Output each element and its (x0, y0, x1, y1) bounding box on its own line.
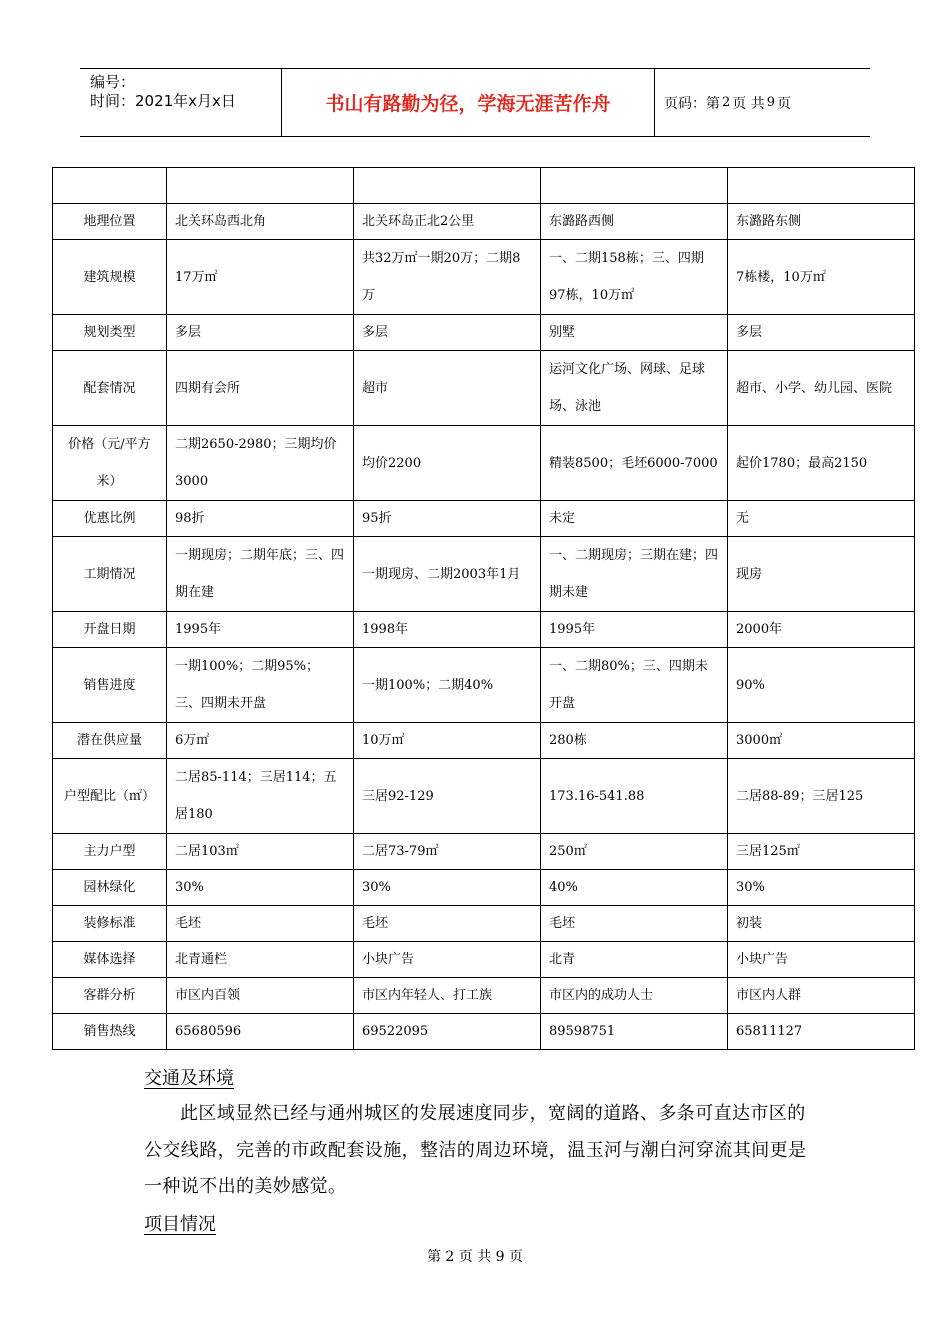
table-cell: 30% (167, 870, 354, 906)
table-cell: 17万㎡ (167, 240, 354, 315)
row-label: 客群分析 (53, 978, 167, 1014)
table-row (53, 759, 915, 834)
table-row (53, 1014, 915, 1050)
page-total: 9 (766, 95, 776, 110)
row-label: 潜在供应量 (53, 723, 167, 759)
table-cell: 多层 (167, 315, 354, 351)
row-label: 建筑规模 (53, 240, 167, 315)
table-cell: 10万㎡ (354, 723, 541, 759)
table-cell: 98折 (167, 501, 354, 537)
table-cell: 东潞路东侧 (728, 204, 915, 240)
page-suffix: 页 (777, 95, 792, 112)
table-cell: 共32万㎡一期20万；二期8万 (354, 240, 541, 315)
table-cell: 毛坯 (354, 906, 541, 942)
table-cell: 89598751 (541, 1014, 728, 1050)
table-cell: 运河文化广场、网球、足球场、泳池 (541, 351, 728, 426)
table-row (53, 942, 915, 978)
table-cell: 69522095 (354, 1014, 541, 1050)
table-cell: 280栋 (541, 723, 728, 759)
table-cell: 30% (354, 870, 541, 906)
table-row (53, 240, 915, 315)
table-cell: 超市 (354, 351, 541, 426)
page-current: 2 (722, 95, 731, 110)
table-row (53, 612, 915, 648)
table-cell: 3000㎡ (728, 723, 915, 759)
table-cell: 1995年 (167, 612, 354, 648)
time-label: 时间：2021年x月x日 (90, 92, 236, 110)
row-label: 优惠比例 (53, 501, 167, 537)
table-row (53, 537, 915, 612)
table-row (53, 204, 915, 240)
table-cell: 二期2650-2980；三期均价3000 (167, 426, 354, 501)
table-cell: 6万㎡ (167, 723, 354, 759)
table-cell: 40% (541, 870, 728, 906)
table-row (53, 906, 915, 942)
number-label: 编号： (90, 73, 136, 91)
table-cell: 现房 (728, 537, 915, 612)
table-cell: 市区内的成功人士 (541, 978, 728, 1014)
section-heading-project: 项目情况 (144, 1214, 216, 1235)
section-paragraph-traffic: 此区域显然已经与通州城区的发展速度同步，宽阔的道路、多条可直达市区的公交线路，完善的市政配套设施，整洁的周边环境，温玉河与潮白河穿流其间更是一种说不出的美妙感觉。 (144, 1103, 807, 1197)
table-cell: 小块广告 (354, 942, 541, 978)
header-meta (90, 73, 236, 111)
table-row (53, 723, 915, 759)
table-cell: 毛坯 (167, 906, 354, 942)
table-cell: 173.16-541.88 (541, 759, 728, 834)
table-row (53, 870, 915, 906)
table-cell: 250㎡ (541, 834, 728, 870)
row-label: 媒体选择 (53, 942, 167, 978)
row-label: 配套情况 (53, 351, 167, 426)
table-cell: 精装8500；毛坯6000-7000 (541, 426, 728, 501)
table-cell: 2000年 (728, 612, 915, 648)
table-cell: 一期现房；二期年底；三、四期在建 (167, 537, 354, 612)
table-cell: 超市、小学、幼儿园、医院 (728, 351, 915, 426)
table-row (53, 501, 915, 537)
table-row (53, 351, 915, 426)
table-header-cell (53, 168, 167, 204)
row-label: 销售热线 (53, 1014, 167, 1050)
table-cell: 毛坯 (541, 906, 728, 942)
row-label: 户型配比（㎡） (53, 759, 167, 834)
table-cell: 一期100%；二期95%；三、四期未开盘 (167, 648, 354, 723)
table-cell: 1995年 (541, 612, 728, 648)
table-cell: 一、二期现房；三期在建；四期未建 (541, 537, 728, 612)
row-label: 装修标准 (53, 906, 167, 942)
table-header-cell (728, 168, 915, 204)
header-page-info (664, 69, 791, 136)
row-label: 园林绿化 (53, 870, 167, 906)
table-cell: 二居88-89；三居125 (728, 759, 915, 834)
table-cell: 7栋楼，10万㎡ (728, 240, 915, 315)
table-cell: 一、二期80%；三、四期未开盘 (541, 648, 728, 723)
row-label: 工期情况 (53, 537, 167, 612)
table-cell: 北青 (541, 942, 728, 978)
table-header-row (53, 168, 915, 204)
table-cell: 95折 (354, 501, 541, 537)
table-cell: 一期现房、二期2003年1月 (354, 537, 541, 612)
table-cell: 市区内百领 (167, 978, 354, 1014)
table-header-cell (354, 168, 541, 204)
table-cell: 1998年 (354, 612, 541, 648)
table-row (53, 834, 915, 870)
row-label: 开盘日期 (53, 612, 167, 648)
table-cell: 一、二期158栋；三、四期97栋，10万㎡ (541, 240, 728, 315)
table-cell: 65680596 (167, 1014, 354, 1050)
table-cell: 90% (728, 648, 915, 723)
row-label: 价格（元/平方米） (53, 426, 167, 501)
table-header-cell (541, 168, 728, 204)
table-cell: 小块广告 (728, 942, 915, 978)
page-prefix: 页码：第 (664, 95, 720, 112)
table-header-cell (167, 168, 354, 204)
table-row (53, 315, 915, 351)
page-footer: 第 2 页 共 9 页 (426, 1249, 524, 1265)
table-row (53, 426, 915, 501)
table-cell: 起价1780；最高2150 (728, 426, 915, 501)
table-row (53, 648, 915, 723)
page-mid: 页 共 (732, 95, 765, 112)
table-cell: 北关环岛西北角 (167, 204, 354, 240)
table-cell: 二居85-114；三居114；五居180 (167, 759, 354, 834)
table-cell: 未定 (541, 501, 728, 537)
table-cell: 四期有会所 (167, 351, 354, 426)
table-cell: 二居103㎡ (167, 834, 354, 870)
header-divider (654, 69, 655, 136)
table-cell: 30% (728, 870, 915, 906)
table-cell: 市区内年轻人、打工族 (354, 978, 541, 1014)
table-row (53, 978, 915, 1014)
table-cell: 东潞路西侧 (541, 204, 728, 240)
row-label: 主力户型 (53, 834, 167, 870)
table-cell: 均价2200 (354, 426, 541, 501)
row-label: 规划类型 (53, 315, 167, 351)
table-cell: 65811127 (728, 1014, 915, 1050)
table-cell: 一期100%；二期40% (354, 648, 541, 723)
table-cell: 北青通栏 (167, 942, 354, 978)
project-comparison-table (52, 167, 915, 1050)
row-label: 销售进度 (53, 648, 167, 723)
table-cell: 多层 (354, 315, 541, 351)
header-motto: 书山有路勤为径，学海无涯苦作舟 (325, 93, 611, 115)
table-cell: 多层 (728, 315, 915, 351)
row-label: 地理位置 (53, 204, 167, 240)
table-cell: 别墅 (541, 315, 728, 351)
table-cell: 北关环岛正北2公里 (354, 204, 541, 240)
document-header (80, 68, 870, 137)
table-cell: 三居92-129 (354, 759, 541, 834)
table-cell: 无 (728, 501, 915, 537)
table-cell: 三居125㎡ (728, 834, 915, 870)
table-cell: 二居73-79㎡ (354, 834, 541, 870)
section-heading-traffic: 交通及环境 (144, 1068, 234, 1089)
table-cell: 初装 (728, 906, 915, 942)
table-cell: 市区内人群 (728, 978, 915, 1014)
